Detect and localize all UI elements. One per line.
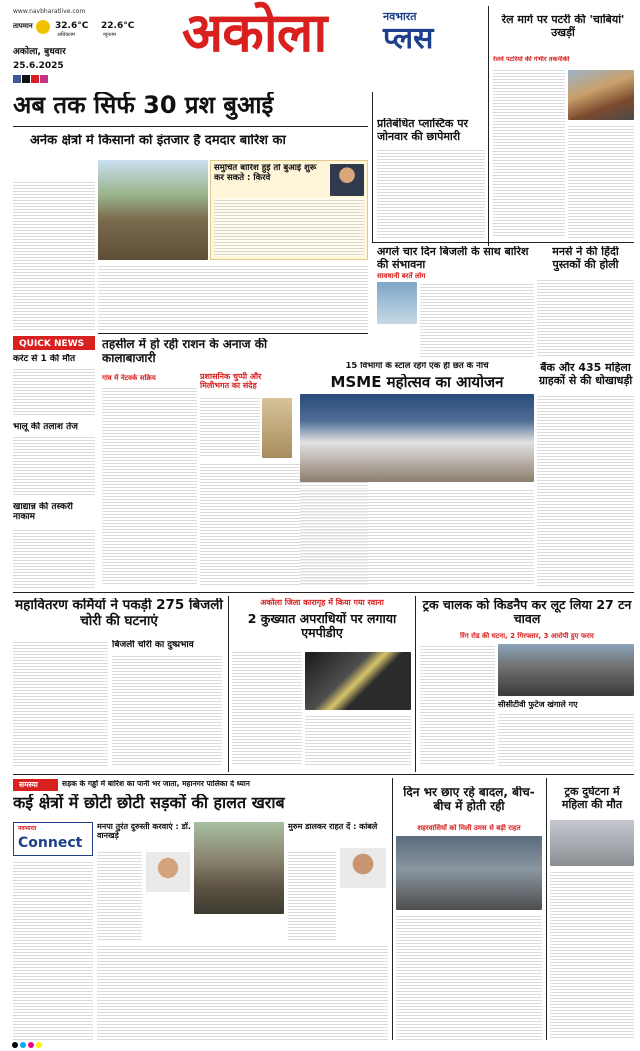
msme-body [300,488,534,586]
issue-date: 25.6.2025 [13,61,64,71]
theft-headline: महावितरण कर्मियों ने पकड़ी 275 बिजली चोरी की घटनाएं [15,598,223,629]
ration-headline: तहसील में हो रही राशन के अनाज की कालाबाजारी [102,338,268,365]
weather-strip [13,20,163,42]
rail-headline: रेल मार्ग पर पटरी की 'चाबियां' उखड़ीं [501,14,625,39]
quick-item-2-title: भालू की तलाश तेज [13,422,78,432]
quick-item-3-body [13,528,95,588]
connect-brand-top: नवभारत [18,825,37,832]
jail-divider [228,596,229,772]
plastic-body [377,148,485,240]
temp-max-label: अधिकतम [57,32,75,38]
train-photo [568,70,634,120]
social-icons [13,75,53,83]
plastic-headline: प्रतिबंधित प्लास्टिक पर जोनवार की छापेमारी [377,118,468,143]
tower-photo [377,282,417,324]
rail-divider [488,6,489,246]
temp-label: तापमान [13,22,33,30]
accident-photo [550,820,634,866]
umbrella-photo [396,836,542,910]
logo-main: अकोला [182,1,327,64]
truck-body-1 [420,644,495,766]
logo-tag-bottom: प्लस [383,21,434,56]
quote1-title: मनपा तुरंत दुरुस्ती करवाएं : डॉ. वानखड़े [97,822,191,841]
quick-news-label: QUICK NEWS [13,336,95,350]
facebook-icon[interactable] [13,75,21,83]
msme-main: MSME महोत्सव का आयोजन [330,374,504,391]
row3-rule [13,592,634,593]
ration-sub: गांव में नेटवर्क सक्रिय [102,374,156,382]
quick-item-3-title: खाद्यान्न की तस्करी नाकाम [13,502,73,523]
lead-sub: अनेक क्षेत्रों में किसानों को इंतजार है दमदार बारिश का [30,134,286,148]
msme-headline: 15 विभागों के स्टॉल रहेंगे एक ही छत के नीचे [345,362,489,371]
admin-headline: प्रशासनिक चुप्पी और मिलीभगत का संदेह [200,372,262,391]
ration-body [102,386,197,586]
roads-body-1 [13,860,93,1040]
accident-divider [546,778,547,1040]
quote2-title: मुरुम डालकर राहत दें : कांबले [288,822,378,831]
truck-photo [498,644,634,696]
cloud-body [396,914,542,1040]
grain-photo [262,398,292,458]
connect-brand: Connect [18,835,83,851]
crime-photo [305,652,411,710]
theft-body-1 [13,640,108,766]
instagram-icon[interactable] [40,75,48,83]
rain-body [420,282,534,358]
rain-sub: सावधानी बरतें लोग [377,272,426,280]
registration-marks [12,1042,52,1048]
twitter-icon[interactable] [22,75,30,83]
lead-box-title: समुचित बारिश हुई तो बुआई शुरू कर सकते : किरवे [214,164,317,183]
press-conference-photo [300,394,534,482]
site-url[interactable]: www.navbharatlive.com [13,8,86,15]
lead-headline: अब तक सिर्फ 30 प्रश बुआई [13,92,274,119]
ration-rule [98,333,368,334]
accident-headline: ट्रक दुर्घटना में महिला की मौत [561,786,623,811]
temp-min-label: न्यूनतम [103,32,116,38]
quote2-portrait [340,848,386,888]
row4-rule [13,774,634,775]
bank-headline: बैंक और 435 महिला ग्राहकों से की धोखाधड़ी [538,362,633,387]
truck-sub: रिंग रोड की घटना, 2 गिरफ्तार, 3 आरोपी हुए फरार [460,632,594,640]
lead-box-body [214,198,364,256]
cloud-headline: दिन भर छाए रहे बादल, बीच-बीच में होती रही [403,786,535,813]
road-photo [194,822,284,914]
quick-item-1-body [13,367,95,417]
tractor-photo [98,160,208,260]
roads-body-2 [97,944,388,1040]
jail-headline: 2 कुख्यात अपराधियों पर लगाया एमपीडीए [247,612,397,641]
accident-body [550,870,634,1040]
logo-tag-top: नवभारत [383,10,417,23]
mns-body [537,278,634,358]
city-day: अकोला, बुधवार [13,47,66,57]
rail-sub: रेलवे पटरियों की गंभीर तकनीकी [493,56,570,63]
cloud-divider [392,778,393,1040]
youtube-icon[interactable] [31,75,39,83]
roads-top: सड़क के गड्ढों में बारिश का पानी भर जाता, महानगर पालिका दे ध्यान [62,780,250,788]
connect-badge [13,822,93,856]
quote2-body [288,850,336,940]
cloud-sub: शहरवासियों को मिली उमस से बड़ी राहत [417,824,521,832]
sun-icon [36,20,50,34]
roads-headline: कई क्षेत्रों में छोटी छोटी सड़कों की हालत खराब [13,794,285,812]
rain-headline: अगले चार दिन बिजली के साथ बारिश की संभावना [377,246,529,271]
quote1-portrait [146,852,190,892]
truck-body-2 [498,712,634,766]
truck-divider [415,596,416,772]
mns-headline: मनसे ने की हिंदी पुस्तकों की होली [552,246,619,271]
temp-min: 22.6°C [101,21,135,31]
theft-box-title: बिजली चोरी का दुष्प्रभाव [112,640,194,650]
bank-body [537,394,634,586]
lead-body-col2 [98,264,368,330]
rail-body-2 [568,124,634,238]
truck-headline: ट्रक चालक को किडनैप कर लूट लिया 27 टन चावल [422,598,632,627]
quote1-body [97,850,142,940]
jail-body-1 [232,650,302,766]
jail-body-2 [305,714,411,766]
plastic-divider [372,92,373,242]
rail-body [493,68,565,238]
truck-caption: सीसीटीवी फुटेज खंगाले गए [498,700,578,709]
admin-body [200,396,260,456]
lead-rule [13,126,368,127]
quick-item-2-body [13,435,95,497]
plastic-rule [372,242,634,243]
theft-box-body [112,654,222,766]
expert-portrait [330,164,364,196]
temp-max: 32.6°C [55,21,89,31]
lead-body-col1 [13,180,95,330]
jail-headline-top: अकोला जिला कारागृह में किया गया रवाना [260,598,384,607]
roads-tag: समस्या [13,779,58,791]
quick-item-1-title: करंट से 1 की मौत [13,354,76,364]
